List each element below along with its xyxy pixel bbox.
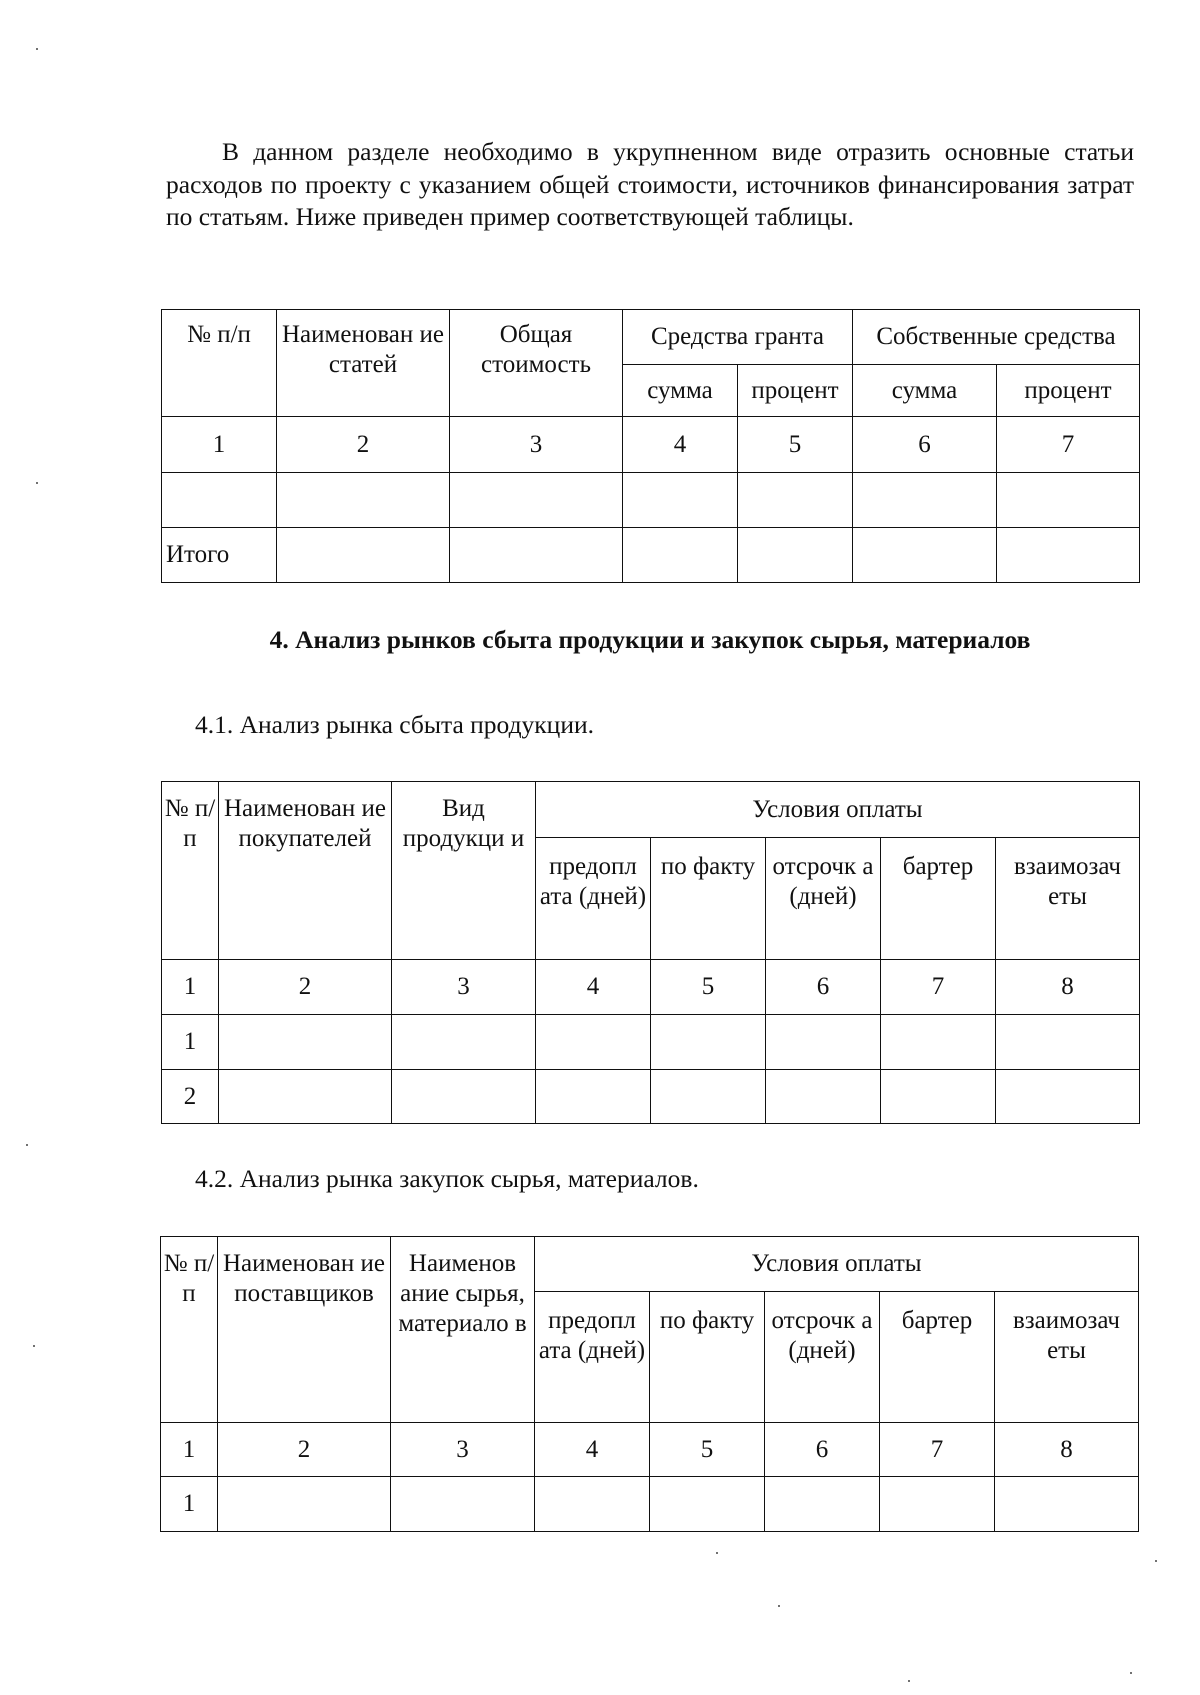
header-total-cost: Общая стоимость bbox=[450, 310, 623, 417]
header-deferral: отсрочк а (дней) bbox=[766, 838, 881, 960]
header-material-name: Наименов ание сырья, материало в bbox=[391, 1237, 535, 1423]
header-barter: бартер bbox=[881, 838, 996, 960]
table-cell bbox=[162, 473, 277, 528]
table-row bbox=[162, 1015, 1140, 1070]
header-item-name: Наименован ие статей bbox=[277, 310, 450, 417]
column-number: 6 bbox=[766, 960, 881, 1015]
table-row bbox=[161, 1477, 1139, 1532]
table-cell bbox=[766, 1015, 881, 1070]
column-number: 3 bbox=[450, 417, 623, 473]
purchases-market-table bbox=[160, 1236, 1139, 1532]
table-cell bbox=[766, 1070, 881, 1124]
row-number: 1 bbox=[161, 1477, 218, 1532]
column-number: 7 bbox=[881, 960, 996, 1015]
table-cell bbox=[536, 1015, 651, 1070]
column-number-row bbox=[162, 417, 1140, 473]
column-number: 7 bbox=[880, 1423, 995, 1477]
column-number: 1 bbox=[161, 1423, 218, 1477]
header-grant-sum: сумма bbox=[623, 365, 738, 417]
table-cell bbox=[995, 1477, 1139, 1532]
table-cell bbox=[650, 1477, 765, 1532]
table-cell bbox=[218, 1477, 391, 1532]
column-number: 4 bbox=[623, 417, 738, 473]
scan-speck bbox=[26, 1144, 28, 1146]
header-supplier-name: Наименован ие поставщиков bbox=[218, 1237, 391, 1423]
header-offset: взаимозач еты bbox=[996, 838, 1140, 960]
table-cell bbox=[996, 1015, 1140, 1070]
table-cell bbox=[450, 473, 623, 528]
scan-speck bbox=[778, 1605, 780, 1607]
header-buyer-name: Наименован ие покупателей bbox=[219, 782, 392, 960]
column-number: 6 bbox=[765, 1423, 880, 1477]
table-cell bbox=[881, 1070, 996, 1124]
section-heading: 4. Анализ рынков сбыта продукции и закупок сырья, материалов bbox=[269, 625, 1031, 654]
table-cell bbox=[853, 473, 997, 528]
header-prepayment: предопл ата (дней) bbox=[536, 838, 651, 960]
table-cell bbox=[277, 473, 450, 528]
column-number: 1 bbox=[162, 417, 277, 473]
intro-paragraph: В данном разделе необходимо в укрупненном виде отразить основные статьи расходов по проекту с указанием общей стоимости, источников финансирования затрат по статьям. Ниже приведен пример соответствующей таблицы. bbox=[166, 137, 1134, 231]
column-number: 4 bbox=[535, 1423, 650, 1477]
column-number: 5 bbox=[738, 417, 853, 473]
expenses-table bbox=[161, 309, 1140, 583]
table-cell bbox=[623, 473, 738, 528]
table-cell bbox=[450, 528, 623, 583]
table-cell bbox=[651, 1070, 766, 1124]
column-number: 1 bbox=[162, 960, 219, 1015]
table-cell bbox=[392, 1070, 536, 1124]
header-own-percent: процент bbox=[997, 365, 1140, 417]
scan-speck bbox=[33, 1345, 35, 1347]
column-number: 8 bbox=[995, 1423, 1139, 1477]
column-number: 7 bbox=[997, 417, 1140, 473]
header-offset: взаимозач еты bbox=[995, 1292, 1139, 1423]
header-payment-terms: Условия оплаты bbox=[535, 1237, 1139, 1292]
total-row bbox=[162, 528, 1140, 583]
header-number: № п/п bbox=[162, 782, 219, 960]
scan-speck bbox=[36, 482, 38, 484]
column-number: 2 bbox=[218, 1423, 391, 1477]
table-cell bbox=[535, 1477, 650, 1532]
table-header-row bbox=[161, 1237, 1139, 1292]
column-number: 2 bbox=[219, 960, 392, 1015]
scan-speck bbox=[1130, 1672, 1132, 1674]
column-number-row bbox=[162, 960, 1140, 1015]
table-cell bbox=[277, 528, 450, 583]
scan-speck bbox=[1155, 1560, 1157, 1562]
column-number: 5 bbox=[650, 1423, 765, 1477]
column-number: 5 bbox=[651, 960, 766, 1015]
table-row bbox=[162, 1070, 1140, 1124]
header-number: № п/п bbox=[161, 1237, 218, 1423]
table-cell bbox=[853, 528, 997, 583]
header-payment-terms: Условия оплаты bbox=[536, 782, 1140, 838]
table-cell bbox=[651, 1015, 766, 1070]
column-number: 8 bbox=[996, 960, 1140, 1015]
table-cell bbox=[765, 1477, 880, 1532]
table-cell bbox=[391, 1477, 535, 1532]
header-grant-funds: Средства гранта bbox=[623, 310, 853, 365]
column-number-row bbox=[161, 1423, 1139, 1477]
total-label: Итого bbox=[162, 528, 277, 583]
header-deferral: отсрочк а (дней) bbox=[765, 1292, 880, 1423]
table-cell bbox=[536, 1070, 651, 1124]
column-number: 2 bbox=[277, 417, 450, 473]
subsection-sales-title: 4.1. Анализ рынка сбыта продукции. bbox=[195, 710, 594, 739]
column-number: 3 bbox=[391, 1423, 535, 1477]
header-number: № п/п bbox=[162, 310, 277, 417]
table-header-row bbox=[162, 782, 1140, 838]
header-prepayment: предопл ата (дней) bbox=[535, 1292, 650, 1423]
header-product-kind: Вид продукци и bbox=[392, 782, 536, 960]
header-barter: бартер bbox=[880, 1292, 995, 1423]
table-cell bbox=[997, 473, 1140, 528]
table-row bbox=[162, 473, 1140, 528]
table-cell bbox=[997, 528, 1140, 583]
header-on-delivery: по факту bbox=[650, 1292, 765, 1423]
column-number: 6 bbox=[853, 417, 997, 473]
header-own-funds: Собственные средства bbox=[853, 310, 1140, 365]
table-header-row bbox=[162, 310, 1140, 365]
scan-speck bbox=[716, 1552, 718, 1554]
row-number: 1 bbox=[162, 1015, 219, 1070]
subsection-purchases-title: 4.2. Анализ рынка закупок сырья, материалов. bbox=[195, 1164, 699, 1193]
table-cell bbox=[392, 1015, 536, 1070]
scan-speck bbox=[908, 1680, 910, 1682]
table-cell bbox=[623, 528, 738, 583]
header-own-sum: сумма bbox=[853, 365, 997, 417]
sales-market-table bbox=[161, 781, 1140, 1124]
table-cell bbox=[996, 1070, 1140, 1124]
table-cell bbox=[881, 1015, 996, 1070]
table-cell bbox=[219, 1015, 392, 1070]
table-cell bbox=[738, 473, 853, 528]
row-number: 2 bbox=[162, 1070, 219, 1124]
table-cell bbox=[219, 1070, 392, 1124]
table-cell bbox=[738, 528, 853, 583]
column-number: 4 bbox=[536, 960, 651, 1015]
column-number: 3 bbox=[392, 960, 536, 1015]
table-cell bbox=[880, 1477, 995, 1532]
header-on-delivery: по факту bbox=[651, 838, 766, 960]
header-grant-percent: процент bbox=[738, 365, 853, 417]
scan-speck bbox=[36, 48, 38, 50]
